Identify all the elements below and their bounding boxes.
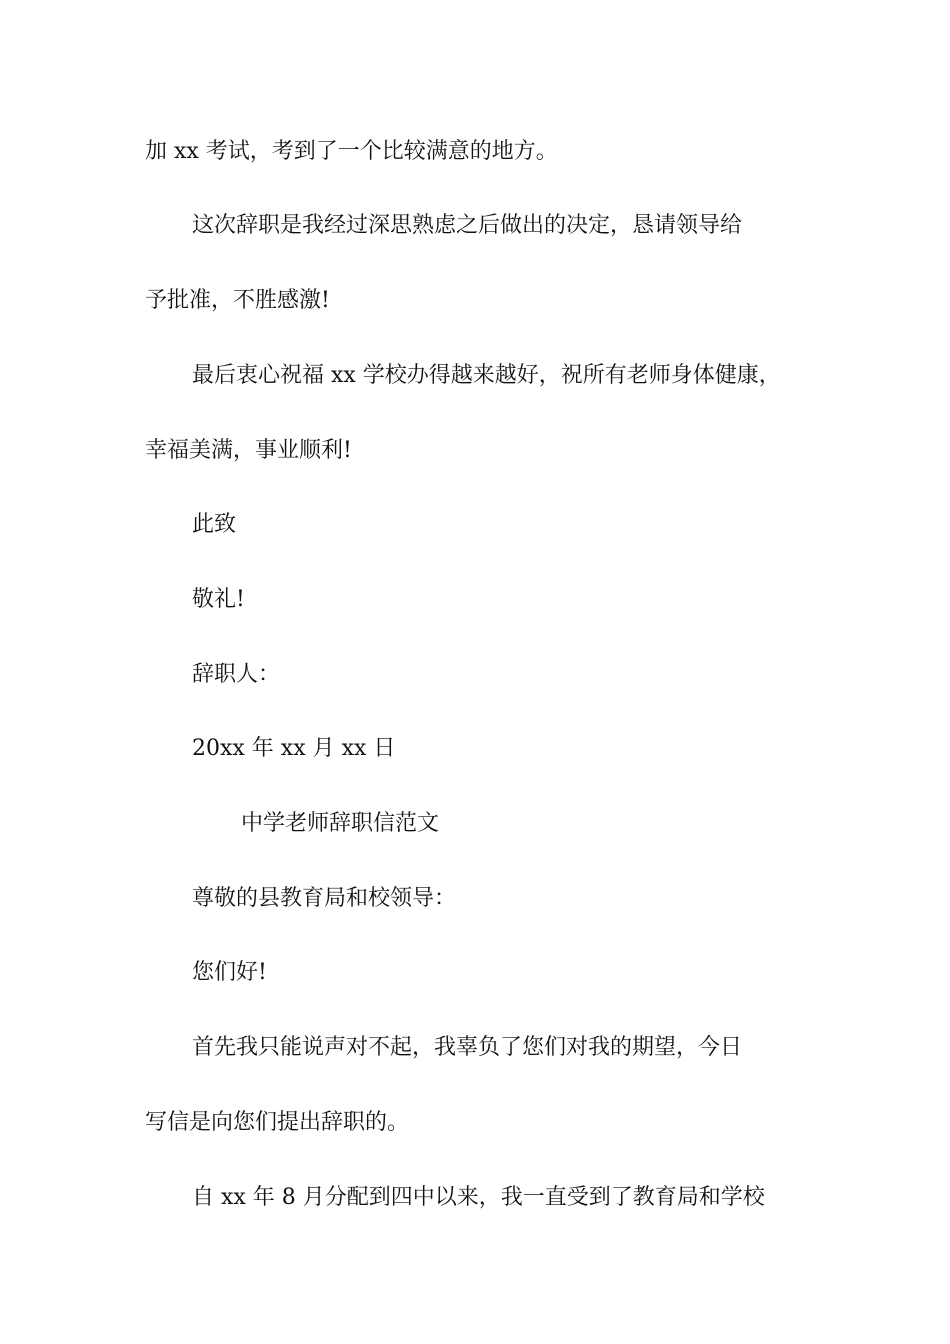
paragraph-continuation-exam: 加 xx 考试，考到了一个比较满意的地方。 bbox=[145, 139, 558, 164]
letter-addressee: 尊敬的县教育局和校领导： bbox=[192, 886, 457, 911]
salutation-cizhi: 此致 bbox=[192, 512, 237, 537]
paragraph-closing-wishes-end: 幸福美满，事业顺利! bbox=[145, 438, 352, 463]
paragraph-assignment: 自 xx 年 8 月分配到四中以来，我一直受到了教育局和学校 bbox=[192, 1185, 765, 1210]
paragraph-apology-end: 写信是向您们提出辞职的。 bbox=[145, 1110, 410, 1135]
salutation-jingli: 敬礼! bbox=[192, 587, 245, 612]
section-title: 中学老师辞职信范文 bbox=[241, 811, 440, 836]
paragraph-closing-wishes: 最后衷心祝福 xx 学校办得越来越好，祝所有老师身体健康， bbox=[192, 363, 781, 388]
signature-label: 辞职人： bbox=[192, 662, 281, 687]
paragraph-resignation-decision: 这次辞职是我经过深思熟虑之后做出的决定，恳请领导给 bbox=[192, 213, 743, 238]
signature-date: 20xx 年 xx 月 xx 日 bbox=[192, 736, 396, 761]
paragraph-resignation-decision-end: 予批准，不胜感激! bbox=[145, 288, 330, 313]
paragraph-apology: 首先我只能说声对不起，我辜负了您们对我的期望，今日 bbox=[192, 1035, 743, 1060]
letter-greeting: 您们好! bbox=[192, 960, 267, 985]
